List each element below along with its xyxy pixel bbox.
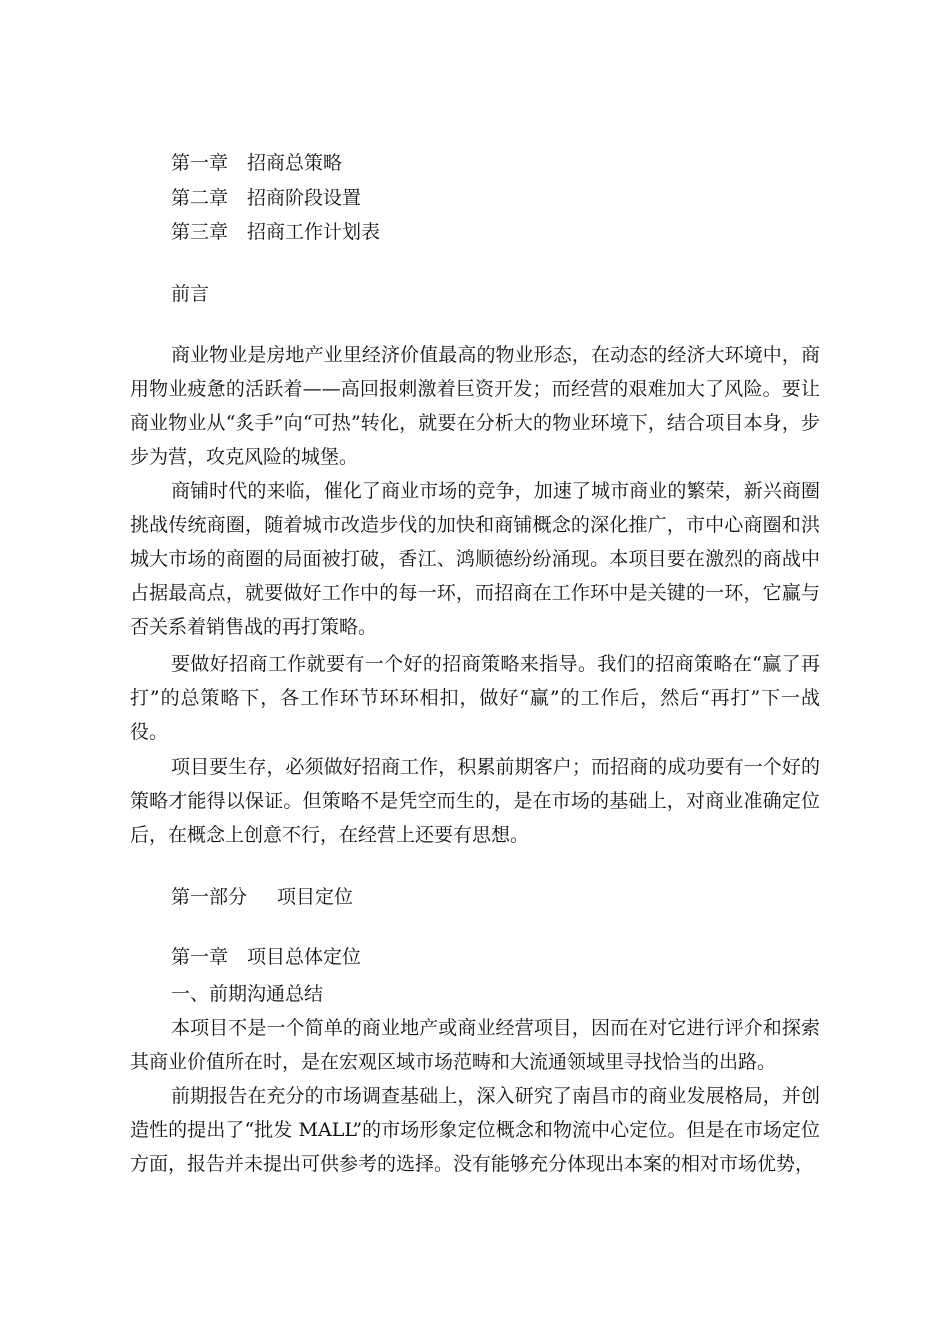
preface-paragraph: 商铺时代的来临，催化了商业市场的竞争，加速了城市商业的繁荣，新兴商圈挑战传统商圈，随着城市改造步伐的加快和商铺概念的深化推广，市中心商圈和洪城大市场的商圈的局面被打破，香江、鸿顺德纷纷涌现。本项目要在激烈的商战中占据最高点，就要做好工作中的每一环，而招商在工作环中是关键的一环，它赢与否关系着销售战的再打策略。 (130, 480, 820, 638)
toc-item (171, 220, 380, 244)
part-heading (171, 885, 353, 909)
chapter-heading (171, 945, 361, 969)
toc-title: 招商阶段设置 (247, 187, 362, 209)
chapter-title: 项目总体定位 (247, 946, 362, 968)
preface-paragraph: 项目要生存，必须做好招商工作，积累前期客户；而招商的成功要有一个好的策略才能得以保证。但策略不是凭空而生的，是在市场的基础上，对商业准确定位后，在概念上创意不行，在经营上还要有思想。 (130, 756, 820, 846)
toc-number: 第三章 (171, 221, 229, 243)
toc-item (171, 151, 342, 175)
section-paragraph: 本项目不是一个简单的商业地产或商业经营项目，因而在对它进行评介和探索其商业价值所在时，是在宏观区域市场范畴和大流通领域里寻找恰当的出路。 (130, 1017, 820, 1073)
part-number: 第一部分 (171, 886, 248, 908)
section-heading: 一、前期沟通总结 (171, 983, 324, 1005)
toc-number: 第二章 (171, 187, 229, 209)
preface-heading: 前言 (171, 283, 210, 305)
toc-title: 招商总策略 (247, 152, 343, 174)
toc-item (171, 186, 361, 210)
preface-paragraph: 要做好招商工作就要有一个好的招商策略来指导。我们的招商策略在“赢了再打”的总策略下，各工作环节环环相扣，做好“赢”的工作后，然后“再打”下一战役。 (130, 653, 820, 743)
part-title: 项目定位 (277, 886, 354, 908)
preface-paragraph: 商业物业是房地产业里经济价值最高的物业形态，在动态的经济大环境中，商用物业疲惫的活跃着——高回报刺激着巨资开发；而经营的艰难加大了风险。要让商业物业从“炙手”向“可热”转化，就要在分析大的物业环境下，结合项目本身，步步为营，攻克风险的城堡。 (130, 344, 820, 468)
section-paragraph: 前期报告在充分的市场调查基础上，深入研究了南昌市的商业发展格局，并创造性的提出了“批发 MALL”的市场形象定位概念和物流中心定位。但是在市场定位方面，报告并未提出可供参考的选择。没有能够充分体现出本案的相对市场优势， (130, 1085, 820, 1175)
chapter-number: 第一章 (171, 946, 229, 968)
toc-title: 招商工作计划表 (247, 221, 381, 243)
toc-number: 第一章 (171, 152, 229, 174)
